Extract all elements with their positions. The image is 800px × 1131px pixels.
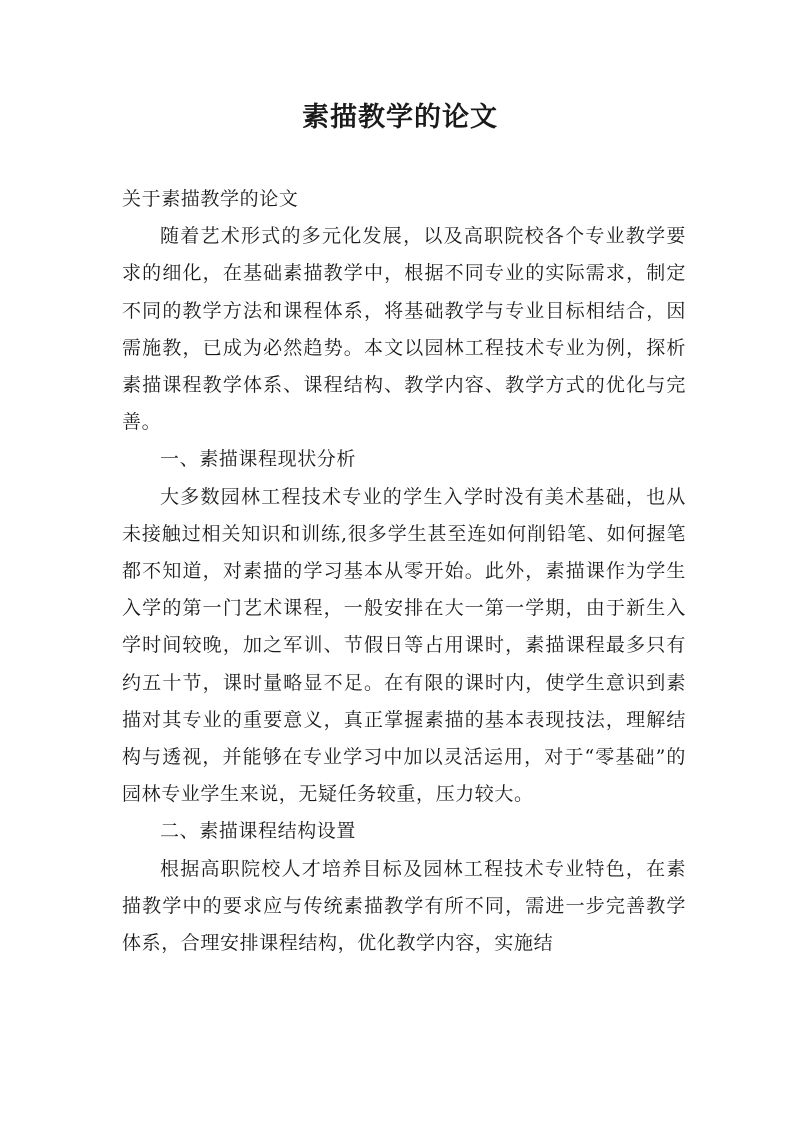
paragraph-intro: 随着艺术形式的多元化发展，以及高职院校各个专业教学要求的细化，在基础素描教学中，根据不同专业的实际需求，制定不同的教学方法和课程体系，将基础教学与专业目标相结合，因需施教，已成为必然趋势。本文以园林工程技术专业为例，探析素描课程教学体系、课程结构、教学内容、教学方式的优化与完善。: [122, 225, 686, 434]
paragraph-section-1: 大多数园林工程技术专业的学生入学时没有美术基础，也从未接触过相关知识和训练,很多学生甚至连如何削铅笔、如何握笔都不知道，对素描的学习基本从零开始。此外，素描课作为学生入学的第一门艺术课程，一般安排在大一第一学期，由于新生入学时间较晚，加之军训、节假日等占用课时，素描课程最多只有约五十节，课时量略显不足。在有限的课时内，使学生意识到素描对其专业的重要意义，真正掌握素描的基本表现技法，理解结构与透视，并能够在专业学习中加以灵活运用，对于“零基础”的园林专业学生来说，无疑任务较重，压力较大。: [122, 485, 686, 806]
section-heading-2: 二、素描课程结构设置: [160, 820, 357, 843]
document-body: [122, 181, 686, 962]
document-title: 素描教学的论文: [302, 102, 498, 133]
document-subtitle: 关于素描教学的论文: [122, 188, 299, 210]
section-heading-1: 一、素描课程现状分析: [160, 448, 357, 471]
paragraph-section-2: 根据高职院校人才培养目标及园林工程技术专业特色，在素描教学中的要求应与传统素描教学有所不同，需进一步完善教学体系，合理安排课程结构，优化教学内容，实施结: [122, 857, 686, 955]
